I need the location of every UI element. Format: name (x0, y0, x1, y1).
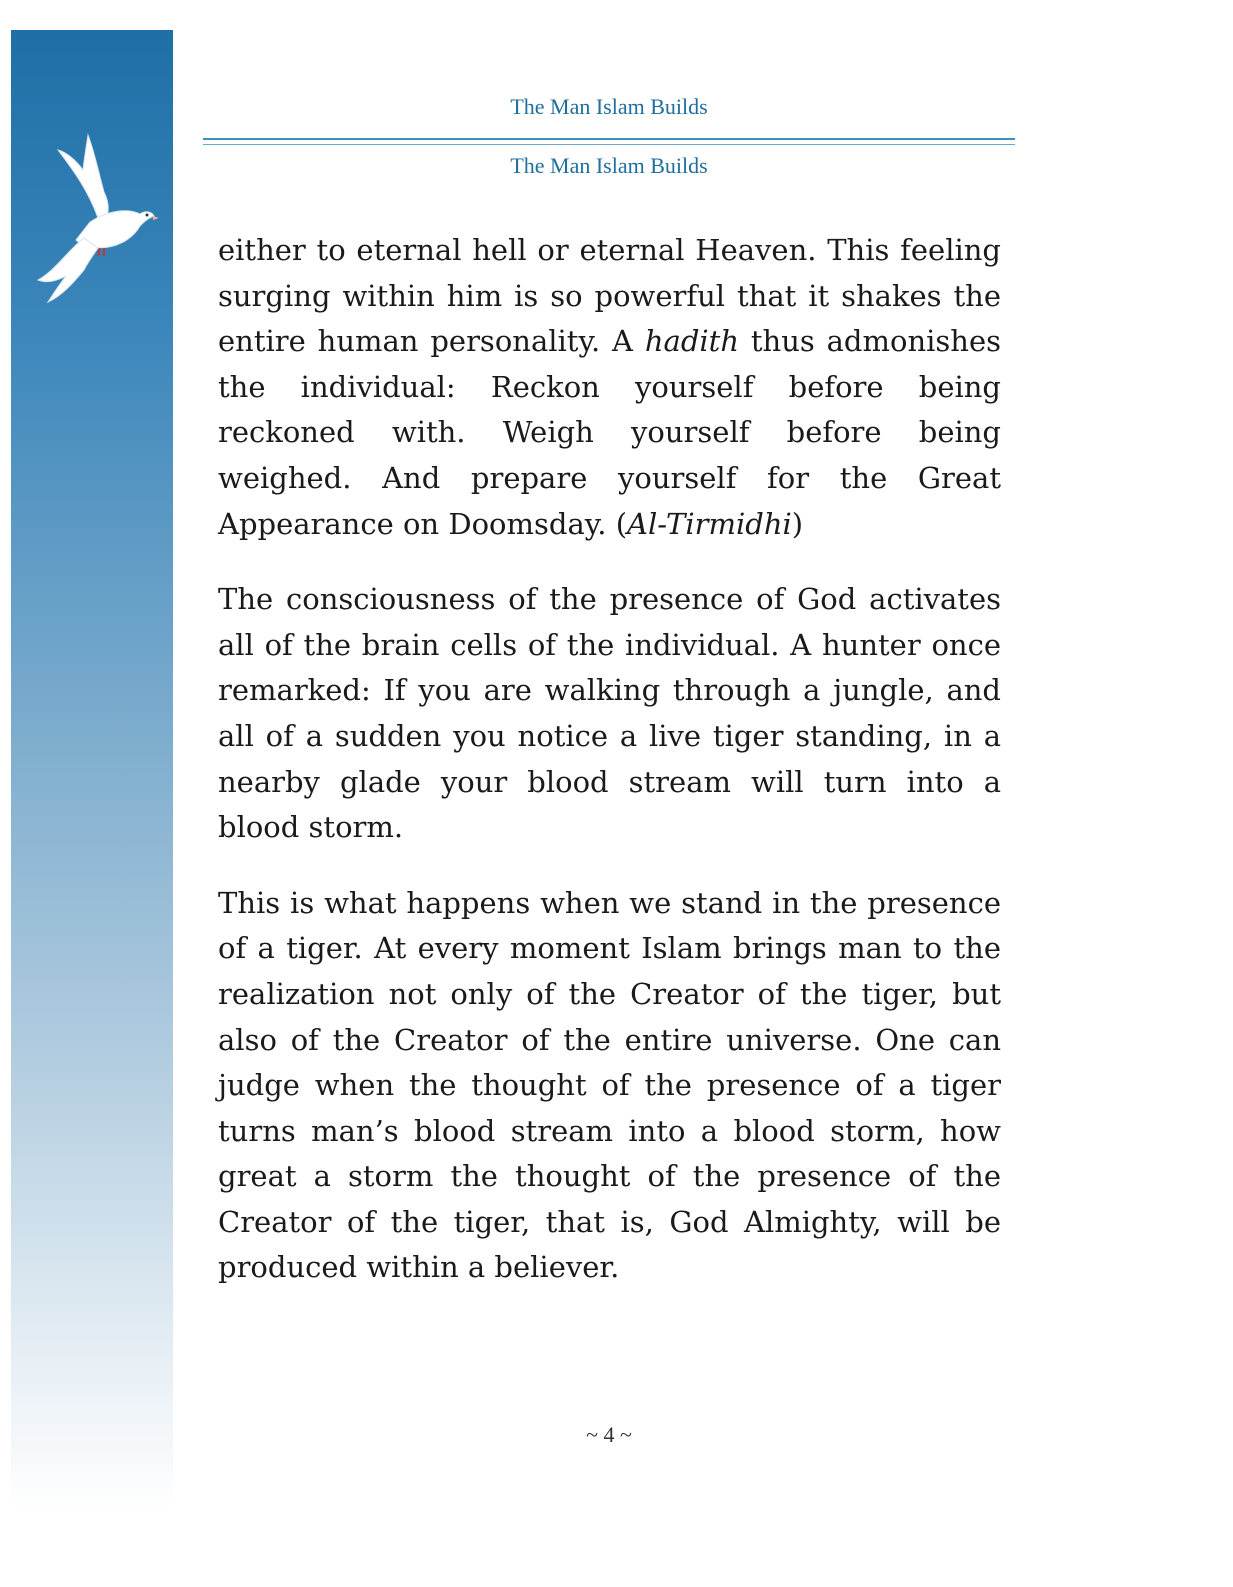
paragraph-3: This is what happens when we stand in the presence of a tiger. At every moment Islam brings man to the realization not only of the Creator of the tiger, but also of the Creator of the entire universe. One can judge when the thought of the presence of a tiger turns man’s blood stream into a blood storm, how great a storm the thought of the presence of the Creator of the tiger, that is, God Almighty, will be produced within a believer. (218, 885, 1001, 1285)
body-text (218, 228, 1001, 1321)
paragraph-1 (218, 228, 1001, 547)
paragraph-1-part-a: either to eternal hell or eternal Heaven. This feeling surging within him is so powerful that it shakes the entire human personality. A (218, 233, 1001, 359)
paragraph-2: The consciousness of the presence of God activates all of the brain cells of the individual. A hunter once remarked: If you are walking through a jungle, and all of a sudden you notice a live tiger standing, in a nearby glade your blood stream will turn into a blood storm. (218, 582, 1001, 845)
header-rule (203, 138, 1015, 140)
running-head-top: The Man Islam Builds (510, 94, 708, 119)
citation-source: Al-Tirmidhi (627, 506, 792, 541)
dove-icon (28, 130, 158, 305)
header-rule-thin (203, 144, 1015, 145)
paragraph-1-part-e: ) (791, 506, 804, 541)
paragraph-1-part-c: thus admonishes the individual: Reckon yourself before being reckoned with. Weigh yourself before being weighed. And prepare yourself for the Great Appearance on Doomsday. ( (218, 324, 1002, 541)
page-number: ~ 4 ~ (586, 1422, 632, 1447)
running-head-bottom: The Man Islam Builds (510, 153, 708, 178)
hadith-term: hadith (644, 324, 740, 359)
